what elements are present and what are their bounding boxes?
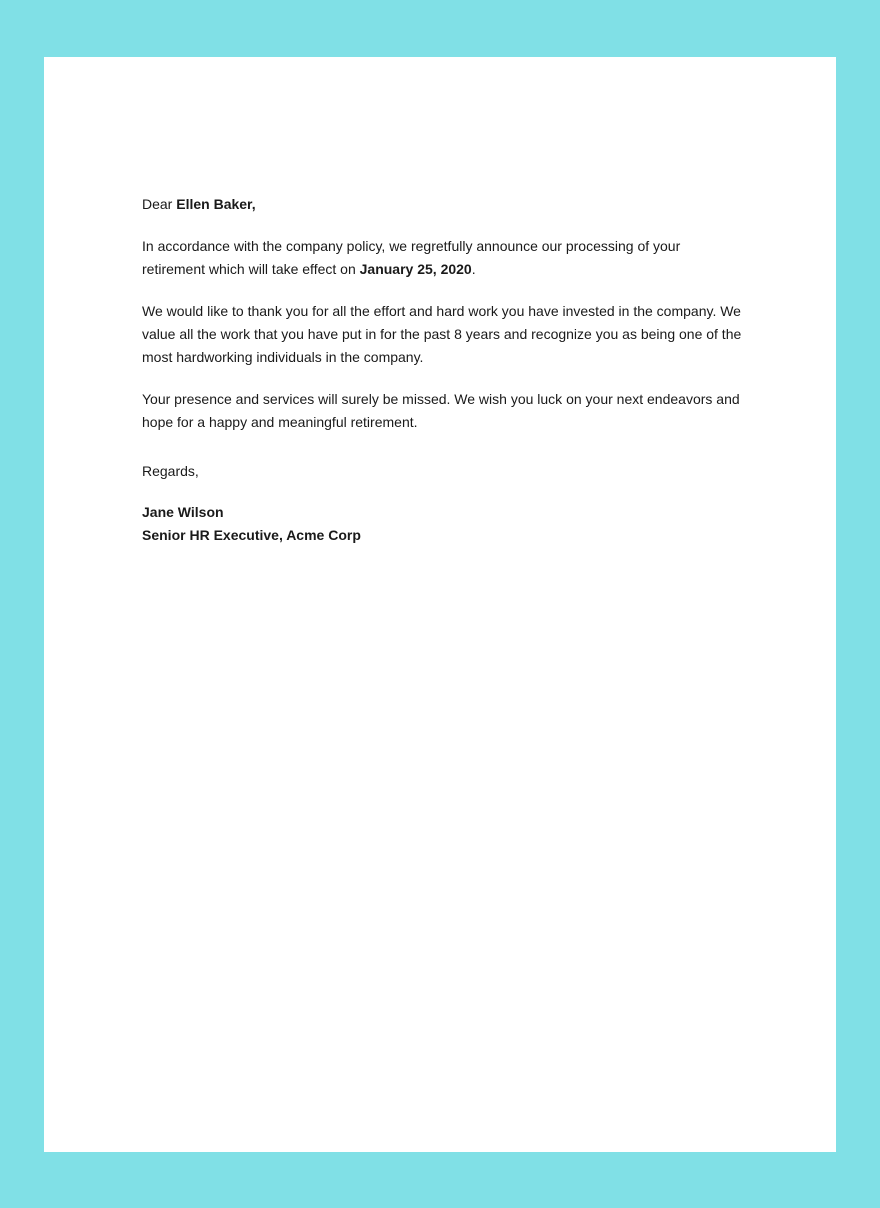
sender-name: Jane Wilson [142,504,224,520]
salutation-prefix: Dear [142,196,177,212]
letter-page [44,57,836,1152]
signature-block [142,501,742,547]
paragraph1-text: In accordance with the company policy, we regretfully announce our processing of your retirement which will take effect on [142,238,681,277]
closing: Regards, [142,463,199,479]
letter-body [142,193,742,547]
paragraph1-end: . [471,261,476,277]
paragraph-retirement-notice [142,235,742,281]
salutation [142,193,742,216]
recipient-name: Ellen Baker, [176,196,256,212]
paragraph-wishes: Your presence and services will surely be missed. We wish you luck on your next endeavors and hope for a happy and meaningful retirement. [142,391,740,430]
sender-title: Senior HR Executive, Acme Corp [142,527,361,543]
paragraph-thanks: We would like to thank you for all the effort and hard work you have invested in the company. We value all the work that you have put in for the past 8 years and recognize you as being one of the most hardworking individuals in the company. [142,303,742,365]
effective-date: January 25, 2020 [359,261,472,277]
